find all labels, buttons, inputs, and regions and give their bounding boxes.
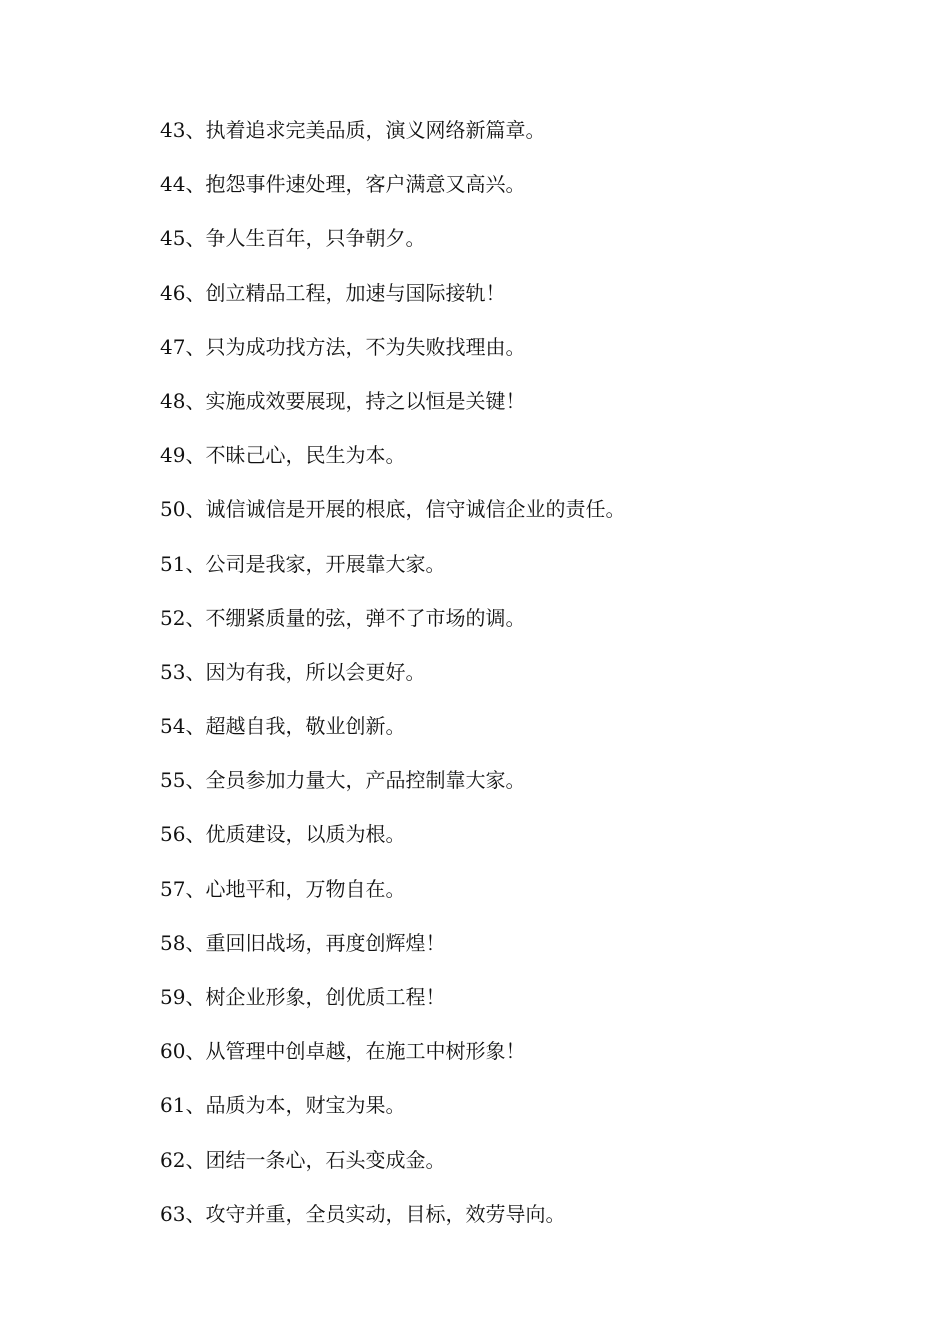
slogan-line-48: 48、实施成效要展现，持之以恒是关键！ [160, 388, 526, 413]
slogan-line-60: 60、从管理中创卓越，在施工中树形象！ [160, 1039, 526, 1064]
slogan-line-50: 50、诚信诚信是开展的根底，信守诚信企业的责任。 [160, 497, 626, 522]
slogan-line-47: 47、只为成功找方法，不为失败找理由。 [160, 334, 526, 359]
slogan-line-45: 45、争人生百年，只争朝夕。 [160, 226, 426, 251]
slogan-line-61: 61、品质为本，财宝为果。 [160, 1093, 406, 1118]
slogan-line-46: 46、创立精品工程，加速与国际接轨！ [160, 280, 506, 305]
slogan-line-54: 54、超越自我，敬业创新。 [160, 714, 406, 739]
slogan-line-63: 63、攻守并重，全员实动，目标，效劳导向。 [160, 1201, 566, 1226]
slogan-line-49: 49、不昧己心，民生为本。 [160, 443, 406, 468]
slogan-list [160, 112, 900, 1250]
slogan-line-52: 52、不绷紧质量的弦，弹不了市场的调。 [160, 605, 526, 630]
slogan-line-44: 44、抱怨事件速处理，客户满意又高兴。 [160, 172, 526, 197]
slogan-line-58: 58、重回旧战场，再度创辉煌！ [160, 930, 446, 955]
slogan-line-57: 57、心地平和，万物自在。 [160, 876, 406, 901]
slogan-line-53: 53、因为有我，所以会更好。 [160, 659, 426, 684]
slogan-line-43: 43、执着追求完美品质，演义网络新篇章。 [160, 118, 546, 142]
slogan-line-59: 59、树企业形象，创优质工程！ [160, 985, 446, 1009]
slogan-line-55: 55、全员参加力量大，产品控制靠大家。 [160, 768, 526, 793]
slogan-line-51: 51、公司是我家，开展靠大家。 [160, 551, 446, 576]
slogan-line-62: 62、团结一条心，石头变成金。 [160, 1147, 446, 1172]
slogan-line-56: 56、优质建设，以质为根。 [160, 822, 406, 847]
